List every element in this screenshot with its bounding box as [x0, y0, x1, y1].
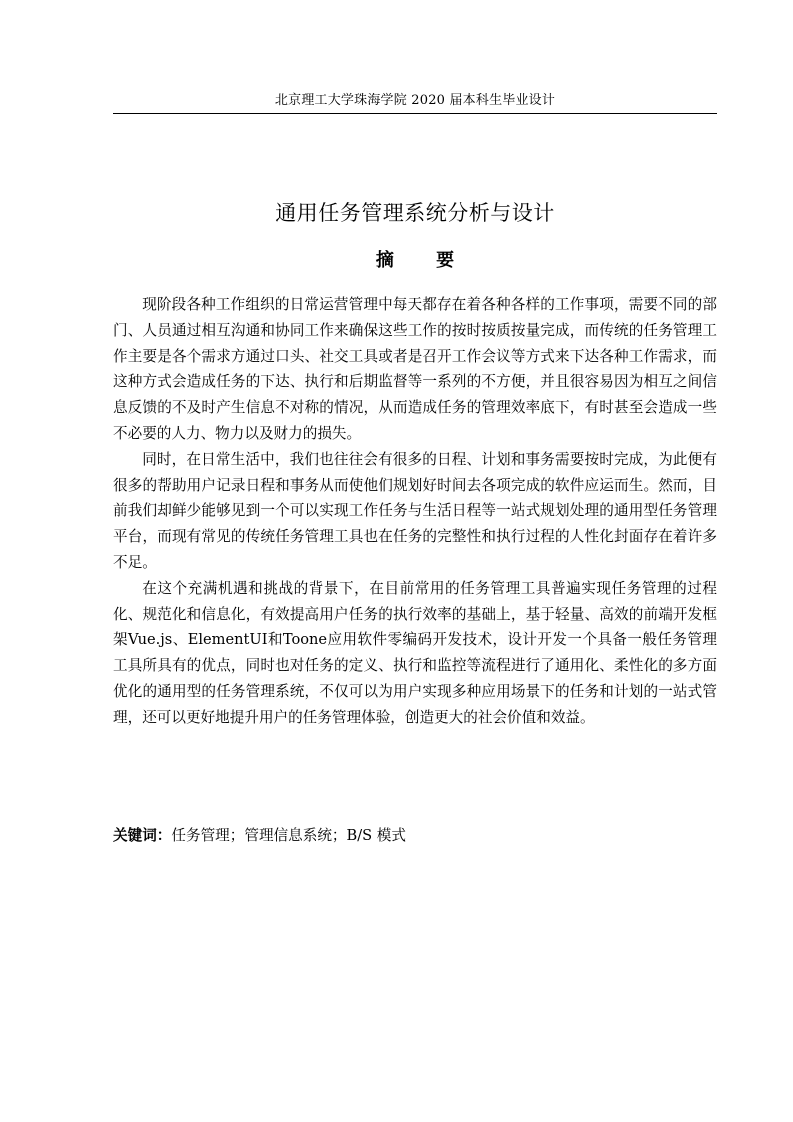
abstract-heading: 摘 要 — [375, 250, 473, 271]
abstract-paragraph-3: 在这个充满机遇和挑战的背景下，在目前常用的任务管理工具普遍实现任务管理的过程化、规范化和信息化，有效提高用户任务的执行效率的基础上，基于轻量、高效的前端开发框架Vue.js、ElementUI和Toone应用软件零编码开发技术，设计开发一个具备一般任务管理工具所具有的优点，同时也对任务的定义、执行和监控等流程进行了通用化、柔性化的多方面优化的通用型的任务管理系统，不仅可以为用户实现多种应用场景下的任务和计划的一站式管理，还可以更好地提升用户的任务管理体验，创造更大的社会价值和效益。 — [113, 579, 717, 726]
abstract-paragraph-2: 同时，在日常生活中，我们也往往会有很多的日程、计划和事务需要按时完成，为此便有很多的帮助用户记录日程和事务从而使他们规划好时间去各项完成的软件应运而生。然而，目前我们却鲜少能够见到一个可以实现工作任务与生活日程等一站式规划处理的通用型任务管理平台，而现有常见的传统任务管理工具也在任务的完整性和执行过程的人性化封面存在着许多不足。 — [113, 450, 717, 571]
running-header: 北京理工大学珠海学院 2020 届本科生毕业设计 — [274, 93, 556, 108]
keywords-text: 任务管理；管理信息系统；B/S 模式 — [171, 827, 406, 844]
keywords-line — [113, 824, 717, 848]
paper-title: 通用任务管理系统分析与设计 — [275, 201, 555, 226]
abstract-paragraph-1: 现阶段各种工作组织的日常运营管理中每天都存在着各种各样的工作事项，需要不同的部门、人员通过相互沟通和协同工作来确保这些工作的按时按质按量完成，而传统的任务管理工作主要是各个需求方通过口头、社交工具或者是召开工作会议等方式来下达各种工作需求，而这种方式会造成任务的下达、执行和后期监督等一系列的不方便，并且很容易因为相互之间信息反馈的不及时产生信息不对称的情况，从而造成任务的管理效率底下，有时甚至会造成一些不必要的人力、物力以及财力的损失。 — [113, 296, 717, 442]
header-divider — [113, 113, 717, 114]
abstract-body — [113, 292, 717, 731]
keywords-label: 关键词： — [113, 827, 172, 844]
